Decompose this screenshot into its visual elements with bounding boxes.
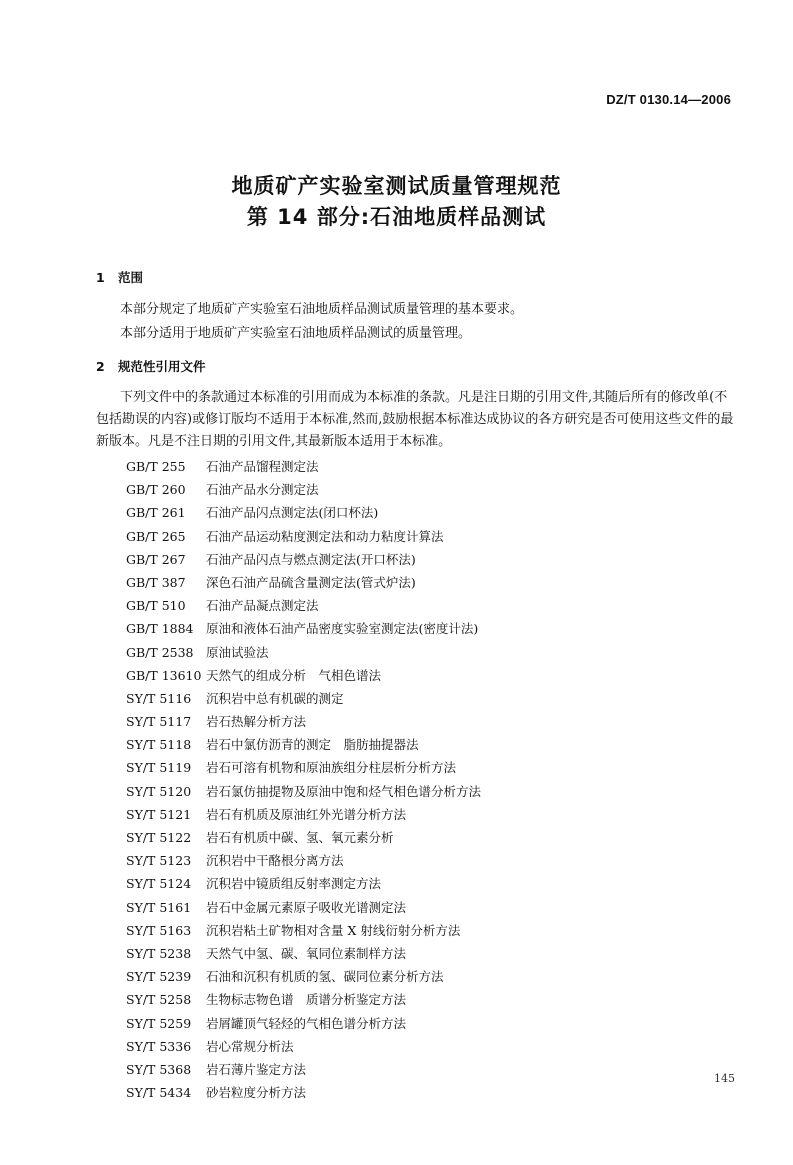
- reference-title: 沉积岩中干酪根分离方法: [206, 853, 344, 869]
- reference-title: 岩屑罐顶气轻烃的气相色谱分析方法: [206, 1015, 407, 1031]
- reference-title: 石油产品运动粘度测定法和动力粘度计算法: [206, 528, 444, 544]
- reference-code: SY/T 5434: [126, 1085, 192, 1101]
- reference-title: 天然气的组成分析 气相色谱法: [206, 667, 382, 683]
- reference-title: 岩石可溶有机物和原油族组分柱层析分析方法: [206, 760, 457, 776]
- reference-code: GB/T 265: [126, 528, 186, 544]
- document-title: 地质矿产实验室测试质量管理规范: [231, 174, 562, 198]
- reference-item: [126, 803, 481, 826]
- reference-title: 原油和液体石油产品密度实验室测定法(密度计法): [206, 621, 479, 637]
- section-2-intro: 下列文件中的条款通过本标准的引用而成为本标准的条款。凡是注日期的引用文件,其随后所有的修改单(不包括勘误的内容)或修订版均不适用于本标准,然而,鼓励根据本标准达成协议的各方研究是否可使用这些文件的最新版本。凡是不注日期的引用文件,其最新版本适用于本标准。: [96, 390, 734, 449]
- reference-title: 岩石有机质中碳、氢、氧元素分析: [206, 830, 394, 845]
- reference-code: SY/T 5259: [126, 1015, 192, 1031]
- reference-item: [126, 896, 481, 919]
- reference-title: 砂岩粒度分析方法: [206, 1085, 307, 1101]
- reference-item: [126, 664, 481, 687]
- reference-title: 天然气中氢、碳、氧同位素制样方法: [206, 945, 407, 961]
- reference-title: 岩石薄片鉴定方法: [206, 1061, 307, 1077]
- section-1-title: 范围: [118, 270, 144, 285]
- section-1-line-2: 本部分适用于地质矿产实验室石油地质样品测试的质量管理。: [120, 326, 472, 341]
- reference-item: [126, 571, 481, 594]
- reference-title: 石油产品馏程测定法: [206, 459, 319, 474]
- reference-code: GB/T 510: [126, 598, 186, 614]
- document-subtitle: 第 14 部分:石油地质样品测试: [246, 205, 547, 229]
- reference-code: SY/T 5119: [126, 760, 192, 776]
- reference-item: [126, 617, 481, 640]
- section-2-heading: [96, 357, 206, 375]
- reference-item: [126, 1058, 481, 1081]
- reference-code: SY/T 5123: [126, 853, 192, 869]
- reference-code: SY/T 5121: [126, 806, 192, 822]
- reference-title: 石油产品闪点与燃点测定法(开口杯法): [206, 551, 416, 567]
- reference-item: [126, 849, 481, 872]
- standard-code: DZ/T 0130.14—2006: [606, 92, 731, 107]
- reference-title: 沉积岩中镜质组反射率测定方法: [206, 876, 382, 892]
- section-1-number: 1: [96, 270, 105, 285]
- reference-title: 原油试验法: [206, 644, 269, 660]
- reference-code: SY/T 5239: [126, 969, 192, 985]
- reference-item: [126, 710, 481, 733]
- reference-title: 石油和沉积有机质的氢、碳同位素分析方法: [206, 969, 444, 985]
- reference-item: [126, 501, 481, 524]
- reference-code: GB/T 13610: [126, 667, 202, 683]
- reference-title: 石油产品凝点测定法: [206, 598, 319, 614]
- reference-title: 生物标志物色谱 质谱分析鉴定方法: [206, 992, 407, 1008]
- section-2-number: 2: [96, 359, 105, 374]
- reference-code: GB/T 387: [126, 574, 186, 590]
- reference-item: [126, 1012, 481, 1035]
- section-1-line-1: 本部分规定了地质矿产实验室石油地质样品测试质量管理的基本要求。: [120, 302, 524, 317]
- reference-code: GB/T 1884: [126, 621, 194, 637]
- reference-item: [126, 641, 481, 664]
- reference-item: [126, 687, 481, 710]
- reference-item: [126, 826, 481, 849]
- reference-code: GB/T 261: [126, 505, 186, 521]
- reference-item: [126, 1035, 481, 1058]
- reference-item: [126, 478, 481, 501]
- reference-item: [126, 988, 481, 1011]
- reference-list: [126, 455, 481, 1104]
- reference-code: SY/T 5258: [126, 992, 192, 1008]
- reference-item: [126, 1081, 481, 1104]
- section-1-heading: [96, 268, 143, 286]
- reference-code: GB/T 267: [126, 551, 186, 567]
- reference-title: 岩石中金属元素原子吸收光谱测定法: [206, 899, 407, 915]
- reference-code: SY/T 5122: [126, 830, 192, 845]
- reference-code: SY/T 5368: [126, 1061, 192, 1077]
- page-number: 145: [714, 1072, 735, 1085]
- reference-title: 岩心常规分析法: [206, 1038, 294, 1054]
- section-2-title: 规范性引用文件: [118, 359, 206, 374]
- reference-code: SY/T 5118: [126, 737, 192, 753]
- reference-item: [126, 965, 481, 988]
- reference-title: 岩石中氯仿沥青的测定 脂肪抽提器法: [206, 737, 419, 753]
- reference-code: GB/T 260: [126, 482, 186, 498]
- reference-title: 岩石热解分析方法: [206, 714, 307, 730]
- reference-title: 深色石油产品硫含量测定法(管式炉法): [206, 574, 416, 590]
- reference-item: [126, 525, 481, 548]
- reference-title: 岩石氯仿抽提物及原油中饱和烃气相色谱分析方法: [206, 783, 482, 799]
- reference-code: SY/T 5124: [126, 876, 192, 892]
- reference-code: SY/T 5238: [126, 945, 192, 961]
- reference-item: [126, 942, 481, 965]
- reference-code: GB/T 255: [126, 459, 186, 474]
- reference-title: 石油产品水分测定法: [206, 482, 319, 498]
- reference-code: SY/T 5117: [126, 714, 192, 730]
- reference-item: [126, 780, 481, 803]
- reference-item: [126, 733, 481, 756]
- reference-code: SY/T 5120: [126, 783, 192, 799]
- reference-item: [126, 455, 481, 478]
- reference-code: SY/T 5336: [126, 1038, 192, 1054]
- reference-code: SY/T 5163: [126, 922, 192, 938]
- reference-title: 岩石有机质及原油红外光谱分析方法: [206, 806, 407, 822]
- reference-code: GB/T 2538: [126, 644, 194, 660]
- reference-code: SY/T 5161: [126, 899, 192, 915]
- reference-item: [126, 872, 481, 895]
- reference-item: [126, 756, 481, 779]
- reference-code: SY/T 5116: [126, 690, 192, 706]
- reference-title: 石油产品闪点测定法(闭口杯法): [206, 505, 379, 521]
- reference-title: 沉积岩粘土矿物相对含量 X 射线衍射分析方法: [206, 922, 461, 938]
- reference-title: 沉积岩中总有机碳的测定: [206, 690, 344, 706]
- reference-item: [126, 919, 481, 942]
- reference-item: [126, 548, 481, 571]
- reference-item: [126, 594, 481, 617]
